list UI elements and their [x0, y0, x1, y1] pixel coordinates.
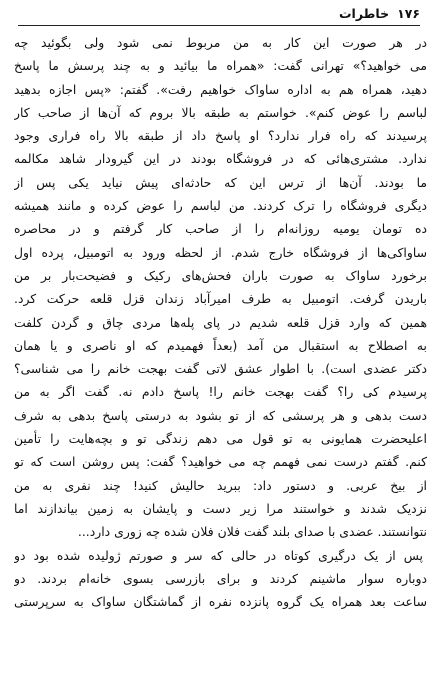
page-number: ۱۷۶	[397, 6, 420, 21]
text-line: دیگری فروشگاه را ترک کردند. من لباسم را عوض کرده و مانند همیشه	[14, 198, 427, 214]
text-line: دست بدهی و هر پرسشی که از تو بشود به درستی پاسخ بدهی به شرف	[14, 407, 427, 423]
text-line: ندارد. مشتری‌هائی که در فروشگاه بودند در این گیرودار شاهد مکالمه	[14, 151, 427, 167]
text-line: نتوانستند. عضدی با صدای بلند گفت فلان فلان شده چه زوری دارد...	[77, 524, 427, 540]
text-line: در هر صورت این کار به من مربوط نمی شود ولی بگوئید چه	[14, 35, 427, 50]
text-line: ده تومان یومیه روزانه‌ام را از صاحب کار گرفتم و در محاصره	[14, 221, 427, 237]
text-line: نزدیک شدند و خواستند مرا زیر دست و پایشان به زمین بیاندازند اما	[14, 500, 427, 516]
text-line: برخورد ساواک به صورت باران فحش‌های رکیک و فضیحت‌بار بر من	[14, 267, 427, 283]
text-line: پرسیدند که راه فرار ندارد؟ او پاسخ داد از طبقه بالا راه فراری وجود	[14, 128, 427, 144]
text-line: ساواکی‌ها از فروشگاه خارج شدم. از لحظه ورود به اتومبیل، پرده اول	[14, 244, 427, 260]
text-line: دوباره سوار ماشینم کردند و برای بازرسی بسوی خانه‌ام بردند. دو	[14, 570, 427, 586]
text-line: دکتر عضدی است). با اطوار عشق لاتی گفت بهجت خانم را می شناسی؟	[14, 361, 427, 377]
text-line: باریدن گرفت. اتومبیل به طرف امیرآباد زندان قزل قلعه حرکت کرد.	[14, 291, 427, 307]
text-line: همین که وارد قزل قلعه شدیم در پای پله‌ها مردی چاق و گردن کلفت	[14, 314, 427, 330]
text-line: اعلیحضرت همایونی به تو قول می دهم زندگی تو و بچه‌هایت را تأمین	[14, 431, 427, 447]
text-line: می خواهید؟» تهرانی گفت: «همراه ما بیائید و به چند پرسش ما پاسخ	[14, 58, 427, 74]
body-text	[14, 31, 427, 613]
text-line: ساعت بعد همراه یک گروه پانزده نفره از گماشتگان ساواک به سرپرستی	[14, 594, 427, 610]
text-line: ما بودند. آن‌ها از ترس این که حادثه‌ای پیش نیاید یکی پس از	[14, 174, 427, 190]
page-header	[18, 5, 420, 26]
running-title: خاطرات	[339, 6, 390, 21]
text-line: پس از یک درگیری کوتاه در حالی که سر و صورتم ژولیده شده بود دو	[14, 547, 423, 563]
text-line: لباسم را عوض کنم». خواستم به طبقه بالا بروم که آن‌ها از صاحب کار	[14, 104, 427, 120]
text-line: به اصطلاح به استقبال من آمد (بعداً فهمیدم که او ناصری و یا همان	[14, 337, 427, 353]
text-line: پرسیدم کی را؟ گفت بهجت خانم را! پاسخ دادم نه. گفت اگر به من	[14, 384, 427, 400]
text-line: کنم. گفتم درست نمی فهمم چه می خواهید؟ گفت: پس روشن است که تو	[14, 454, 427, 470]
text-line: از بیخ عربی. و دستور داد: ببرید حالیش کنید! چند نفری به من	[14, 477, 427, 493]
text-line: دهید، همراه هم به اداره ساواک خواهیم رفت». گفتم: «پس اجازه بدهید	[14, 81, 427, 97]
